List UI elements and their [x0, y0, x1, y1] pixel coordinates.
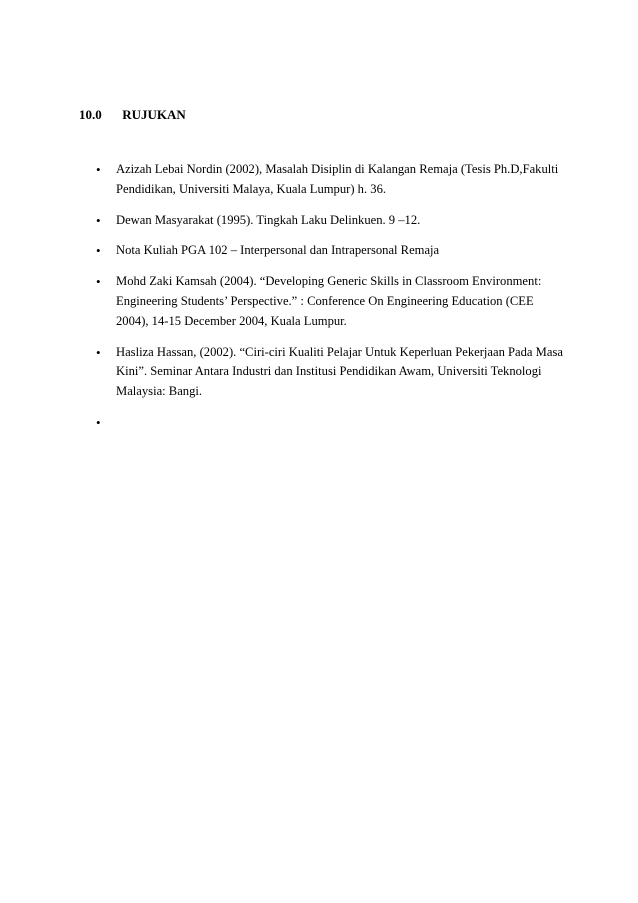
reference-item-empty — [96, 413, 566, 433]
section-heading — [79, 107, 186, 123]
section-title: RUJUKAN — [122, 107, 186, 122]
bullet-icon: • — [96, 212, 101, 228]
reference-text: Dewan Masyarakat (1995). Tingkah Laku Delinkuen. 9 –12. — [116, 212, 421, 227]
reference-text: Hasliza Hassan, (2002). “Ciri-ciri Kualiti Pelajar Untuk Keperluan Pekerjaan Pada Masa Kini”. Seminar Antara Industri dan Institusi Pendidikan Awam, Universiti Teknologi Malaysia: Bangi. — [116, 344, 563, 399]
reference-list — [96, 160, 566, 444]
bullet-icon: • — [96, 344, 101, 360]
reference-text: Mohd Zaki Kamsah (2004). “Developing Generic Skills in Classroom Environment: Engineering Students’ Perspective.” : Conference On Engineering Education (CEE 2004), 14-15 December 2004, Kuala Lumpur. — [116, 274, 542, 328]
reference-item — [96, 272, 566, 331]
reference-text: Nota Kuliah PGA 102 – Interpersonal dan Intrapersonal Remaja — [116, 243, 440, 258]
bullet-icon: • — [96, 414, 101, 430]
reference-item — [96, 160, 566, 200]
reference-item — [96, 343, 566, 402]
section-number: 10.0 — [79, 107, 102, 122]
bullet-icon: • — [96, 162, 101, 177]
bullet-icon: • — [96, 274, 101, 290]
reference-text: Azizah Lebai Nordin (2002), Masalah Disiplin di Kalangan Remaja (Tesis Ph.D,Fakulti Pendidikan, Universiti Malaya, Kuala Lumpur) h. 36. — [116, 162, 559, 196]
bullet-icon: • — [96, 243, 101, 259]
reference-item — [96, 211, 566, 231]
reference-item — [96, 241, 566, 261]
